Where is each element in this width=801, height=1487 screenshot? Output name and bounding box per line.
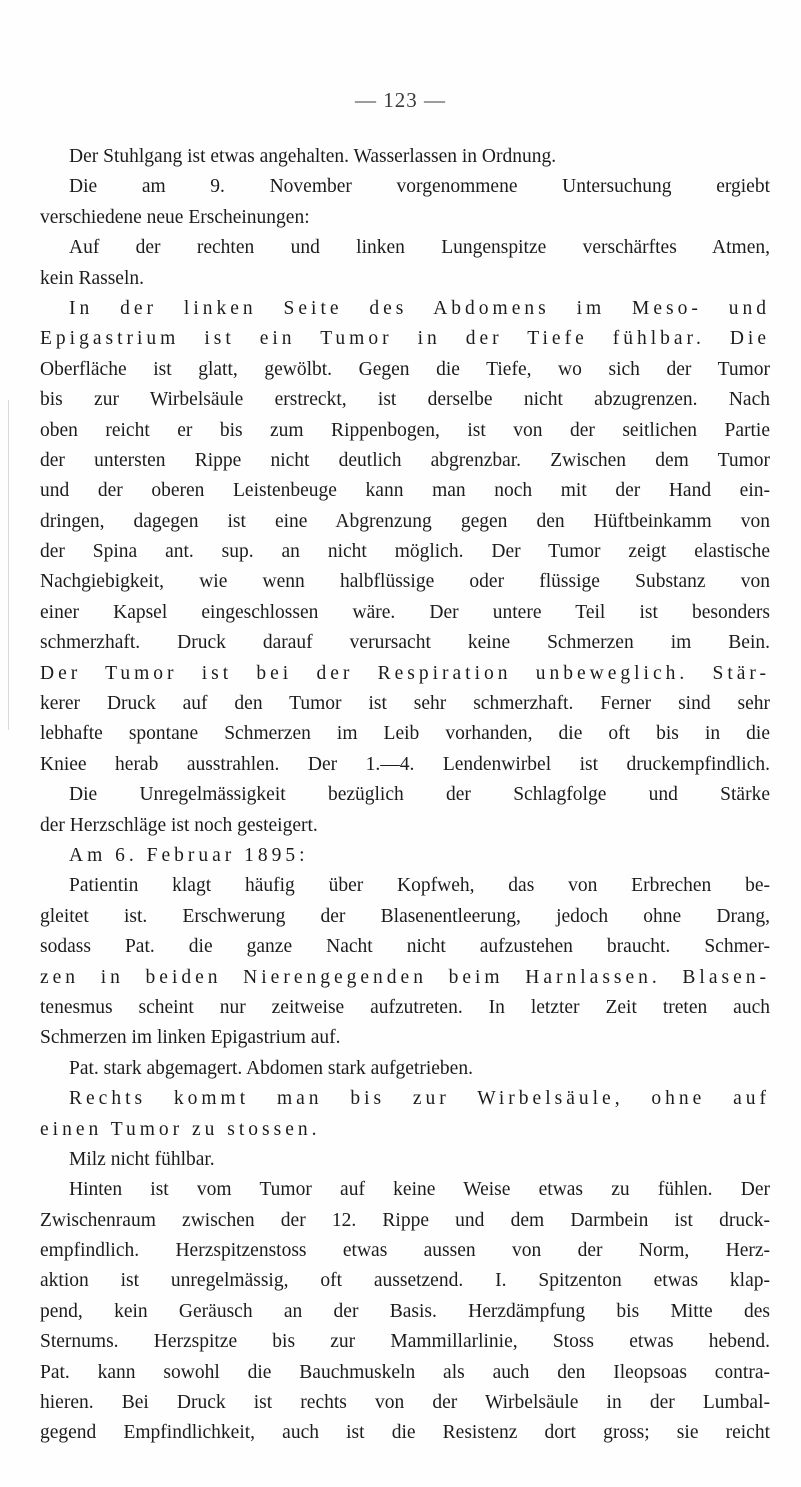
body-text [40,142,770,1449]
text-line: Kniee herab ausstrahlen. Der 1.—4. Lendenwirbel ist druckempfindlich. [40,753,770,775]
text-line: Milz nicht fühlbar. [69,1148,215,1170]
text-line: Pat. kann sowohl die Bauchmuskeln als auch den Ileopsoas contra- [40,1361,770,1383]
text-line: sodass Pat. die ganze Nacht nicht aufzustehen braucht. Schmer- [40,936,770,958]
text-line: Hinten ist vom Tumor auf keine Weise etwas zu fühlen. Der [69,1179,770,1201]
text-line: tenesmus scheint nur zeitweise aufzutreten. In letzter Zeit treten auch [40,996,770,1018]
text-line: gleitet ist. Erschwerung der Blasenentleerung, jedoch ohne Drang, [40,905,770,927]
text-line: Der Stuhlgang ist etwas angehalten. Wasserlassen in Ordnung. [69,146,557,167]
text-line: verschiedene neue Erscheinungen: [40,206,310,228]
page-edge-line [8,400,9,730]
text-line: hieren. Bei Druck ist rechts von der Wirbelsäule in der Lumbal- [40,1392,770,1414]
text-line: kein Rasseln. [40,267,144,289]
text-line: und der oberen Leistenbeuge kann man noch mit der Hand ein- [40,480,770,502]
text-line: gegend Empfindlichkeit, auch ist die Resistenz dort gross; sie reicht [40,1422,770,1444]
text-line: Nachgiebigkeit, wie wenn halbflüssige oder flüssige Substanz von [40,571,770,593]
text-line: zen in beiden Nierengegenden beim Harnlassen. Blasen- [40,966,770,988]
text-line: Rechts kommt man bis zur Wirbelsäule, ohne auf [69,1088,770,1110]
text-line: Schmerzen im linken Epigastrium auf. [40,1027,341,1049]
text-line: Die Unregelmässigkeit bezüglich der Schlagfolge und Stärke [69,784,770,806]
text-line: lebhafte spontane Schmerzen im Leib vorhanden, die oft bis in die [40,723,770,745]
text-line: Pat. stark abgemagert. Abdomen stark aufgetrieben. [69,1057,473,1079]
text-line: pend, kein Geräusch an der Basis. Herzdämpfung bis Mitte des [40,1300,770,1322]
text-line: der Spina ant. sup. an nicht möglich. Der Tumor zeigt elastische [40,541,770,563]
text-line: schmerzhaft. Druck darauf verursacht keine Schmerzen im Bein. [40,632,770,654]
text-line: kerer Druck auf den Tumor ist sehr schmerzhaft. Ferner sind sehr [40,693,770,715]
text-line: Oberfläche ist glatt, gewölbt. Gegen die Tiefe, wo sich der Tumor [40,358,770,380]
text-line: aktion ist unregelmässig, oft aussetzend. I. Spitzenton etwas klap- [40,1270,770,1292]
text-line: bis zur Wirbelsäule erstreckt, ist derselbe nicht abzugrenzen. Nach [40,389,770,411]
text-line: In der linken Seite des Abdomens im Meso- und [69,297,770,319]
text-line: Auf der rechten und linken Lungenspitze verschärftes Atmen, [69,237,770,259]
page-number: — 123 — [355,88,446,112]
text-line: Am 6. Februar 1895: [69,844,309,866]
text-line: Epigastrium ist ein Tumor in der Tiefe fühlbar. Die [40,328,770,350]
text-line: Zwischenraum zwischen der 12. Rippe und dem Darmbein ist druck- [40,1209,770,1231]
text-line: Sternums. Herzspitze bis zur Mammillarlinie, Stoss etwas hebend. [40,1331,770,1353]
text-line: der Herzschläge ist noch gesteigert. [40,814,318,836]
text-line: Der Tumor ist bei der Respiration unbeweglich. Stär- [40,662,770,684]
text-line: oben reicht er bis zum Rippenbogen, ist von der seitlichen Partie [40,419,770,441]
text-line: empfindlich. Herzspitzenstoss etwas aussen von der Norm, Herz- [40,1240,770,1262]
text-line: Patientin klagt häufig über Kopfweh, das von Erbrechen be- [69,875,770,897]
text-line: einen Tumor zu stossen. [40,1118,321,1140]
text-line: dringen, dagegen ist eine Abgrenzung gegen den Hüftbeinkamm von [40,510,770,532]
text-line: der untersten Rippe nicht deutlich abgrenzbar. Zwischen dem Tumor [40,449,770,471]
text-line: Die am 9. November vorgenommene Untersuchung ergiebt [69,176,770,198]
text-line: einer Kapsel eingeschlossen wäre. Der untere Teil ist besonders [40,601,770,623]
